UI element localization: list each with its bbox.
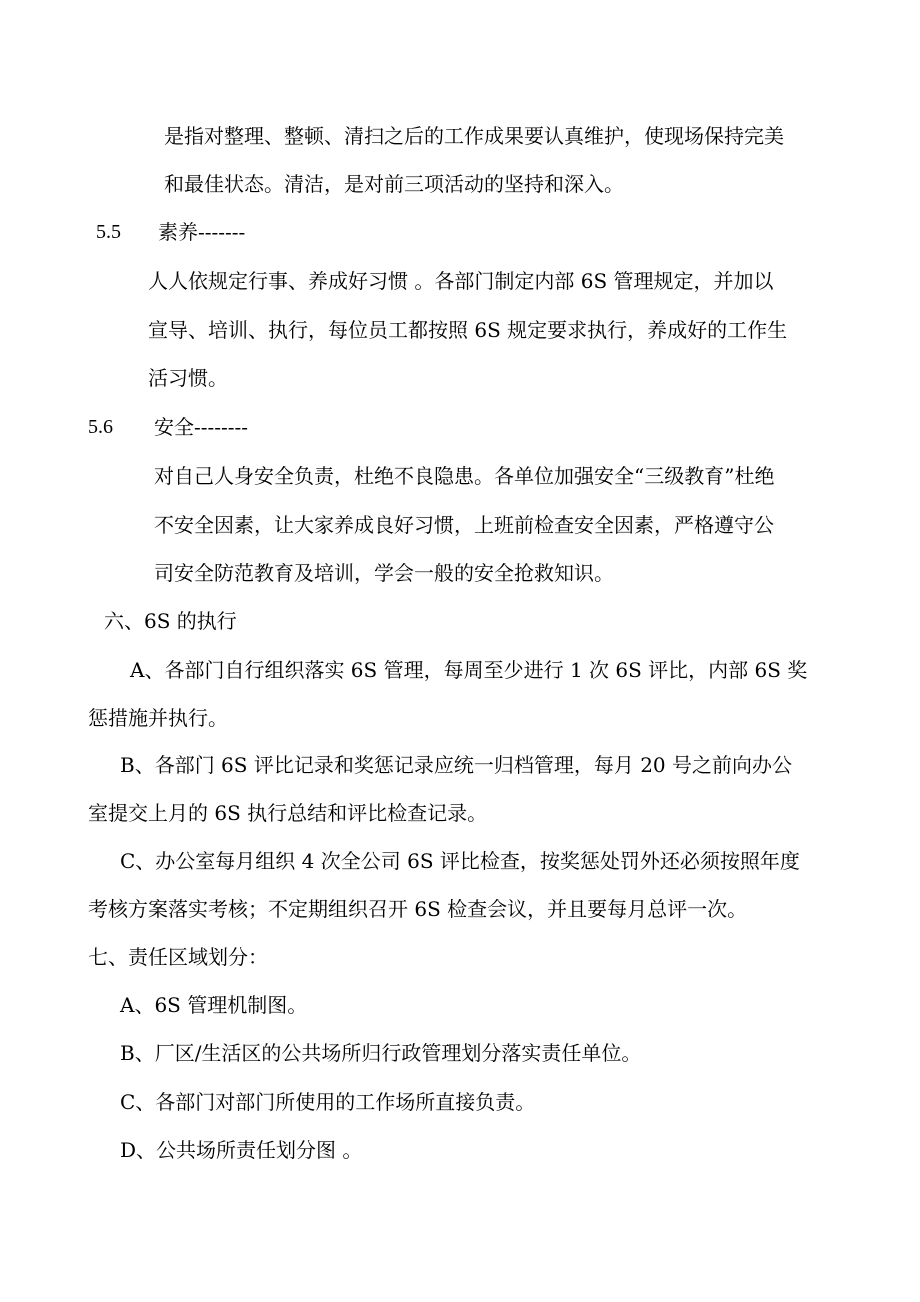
paragraph-line: 司安全防范教育及培训，学会一般的安全抢救知识。 xyxy=(154,561,614,585)
paragraph-line: 是指对整理、整顿、清扫之后的工作成果要认真维护，使现场保持完美 xyxy=(164,124,784,148)
paragraph-line: 宣导、培训、执行，每位员工都按照 6S 规定要求执行，养成好的工作生 xyxy=(148,318,788,342)
section-heading: 六、6S 的执行 xyxy=(104,609,237,633)
list-item: D、公共场所责任划分图 。 xyxy=(120,1138,363,1162)
paragraph-line: 和最佳状态。清洁，是对前三项活动的坚持和深入。 xyxy=(164,172,624,196)
list-item-line: A、各部门自行组织落实 6S 管理，每周至少进行 1 次 6S 评比，内部 6S 奖 xyxy=(130,658,808,682)
list-item: B、厂区/生活区的公共场所归行政管理划分落实责任单位。 xyxy=(120,1041,642,1065)
list-item-line: B、各部门 6S 评比记录和奖惩记录应统一归档管理，每月 20 号之前向办公 xyxy=(120,753,793,777)
paragraph-line: 人人依规定行事、养成好习惯 。各部门制定内部 6S 管理规定，并加以 xyxy=(148,269,774,293)
list-item-line: 惩措施并执行。 xyxy=(88,706,228,730)
list-item-line: 考核方案落实考核；不定期组织召开 6S 检查会议，并且要每月总评一次。 xyxy=(88,897,748,921)
section-title: 素养------- xyxy=(158,220,246,244)
section-number: 5.5 xyxy=(96,221,121,243)
section-heading: 七、责任区域划分： xyxy=(88,945,268,969)
paragraph-line: 对自己人身安全负责，杜绝不良隐患。各单位加强安全“三级教育”杜绝 xyxy=(154,464,775,488)
list-item: A、6S 管理机制图。 xyxy=(120,993,308,1017)
list-item: C、各部门对部门所使用的工作场所直接负责。 xyxy=(120,1090,536,1114)
list-item-line: 室提交上月的 6S 执行总结和评比检查记录。 xyxy=(88,801,488,825)
section-title: 安全-------- xyxy=(154,415,249,439)
list-item-line: C、办公室每月组织 4 次全公司 6S 评比检查，按奖惩处罚外还必须按照年度 xyxy=(120,849,800,873)
paragraph-line: 活习惯。 xyxy=(148,366,228,390)
paragraph-line: 不安全因素，让大家养成良好习惯，上班前检查安全因素，严格遵守公 xyxy=(154,513,774,537)
section-number: 5.6 xyxy=(88,416,113,438)
